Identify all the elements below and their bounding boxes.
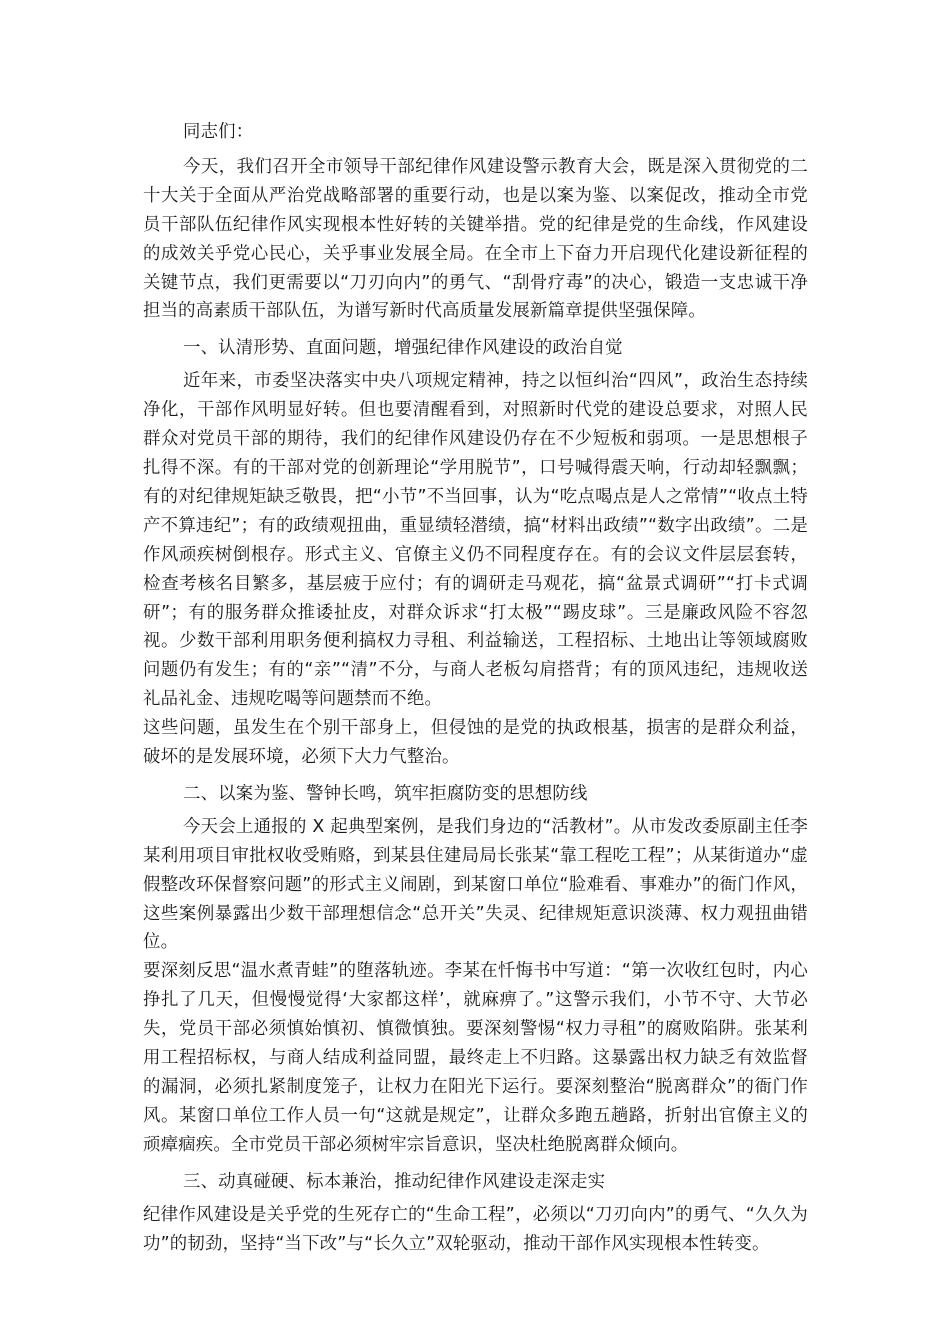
section-1-heading: 一、认清形势、直面问题，增强纪律作风建设的政治自觉 bbox=[183, 338, 623, 359]
section-2-heading: 二、以案为鉴、警钟长鸣，筑牢拒腐防变的思想防线 bbox=[183, 783, 588, 804]
document-page bbox=[143, 118, 808, 1258]
section-1-paragraph-1: 近年来，市委坚决落实中央八项规定精神，持之以恒纠治“四风”，政治生态持续净化，干部作风明显好转。但也要清醒看到，对照新时代党的建设总要求，对照人民群众对党员干部的期待，我们的纪律作风建设仍存在不少短板和弱项。一是思想根子扎得不深。有的干部对党的创新理论“学用脱节”，口号喊得震天响，行动却轻飘飘；有的对纪律规矩缺乏敬畏，把“小节”不当回事，认为“吃点喝点是人之常情”“收点土特产不算违纪”；有的政绩观扭曲，重显绩轻潜绩，搞“材料出政绩”“数字出政绩”。二是作风顽疾树倒根存。形式主义、官僚主义仍不同程度存在。有的会议文件层层套转，检查考核名目繁多，基层疲于应付；有的调研走马观花，搞“盆景式调研”“打卡式调研”；有的服务群众推诿扯皮，对群众诉求“打太极”“踢皮球”。三是廉政风险不容忽视。少数干部利用职务便利搞权力寻租、利益输送，工程招标、土地出让等领域腐败问题仍有发生；有的“亲”“清”不分，与商人老板勾肩搭背；有的顶风违纪，违规收送礼品礼金、违规吃喝等问题禁而不绝。 bbox=[143, 371, 808, 710]
intro-paragraph: 今天，我们召开全市领导干部纪律作风建设警示教育大会，既是深入贯彻党的二十大关于全面从严治党战略部署的重要行动，也是以案为鉴、以案促改，推动全市党员干部队伍纪律作风实现根本性好转的关键举措。党的纪律是党的生命线，作风建设的成效关乎党心民心，关乎事业发展全局。在全市上下奋力开启现代化建设新征程的关键节点，我们更需要以“刀刃向内”的勇气、“刮骨疗毒”的决心，锻造一支忠诚干净担当的高素质干部队伍，为谱写新时代高质量发展新篇章提供坚强保障。 bbox=[143, 156, 808, 322]
section-1-paragraph-2: 这些问题，虽发生在个别干部身上，但侵蚀的是党的执政根基，损害的是群众利益，破坏的是发展环境，必须下大力气整治。 bbox=[143, 718, 808, 768]
salutation: 同志们： bbox=[183, 122, 254, 142]
section-2-paragraph-1: 今天会上通报的 X 起典型案例，是我们身边的“活教材”。从市发改委原副主任李某利用项目审批权收受贿赂，到某县住建局局长张某“靠工程吃工程”；从某街道办“虚假整改环保督察问题”的形式主义闹剧，到某窗口单位“脸难看、事难办”的衙门作风，这些案例暴露出少数干部理想信念“总开关”失灵、纪律规矩意识淡薄、权力观扭曲错位。 bbox=[143, 816, 808, 953]
section-3-paragraph-1: 纪律作风建设是关乎党的生死存亡的“生命工程”，必须以“刀刃向内”的勇气、“久久为功”的韧劲，坚持“当下改”与“长久立”双轮驱动，推动干部作风实现根本性转变。 bbox=[143, 1204, 808, 1254]
section-2-paragraph-2: 要深刻反思“温水煮青蛙”的堕落轨迹。李某在忏悔书中写道：“第一次收红包时，内心挣扎了几天，但慢慢觉得‘大家都这样’，就麻痹了。”这警示我们，小节不守、大节必失，党员干部必须慎始慎初、慎微慎独。要深刻警惕“权力寻租”的腐败陷阱。张某利用工程招标权，与商人结成利益同盟，最终走上不归路。这暴露出权力缺乏有效监督的漏洞，必须扎紧制度笼子，让权力在阳光下运行。要深刻整治“脱离群众”的衙门作风。某窗口单位工作人员一句“这就是规定”，让群众多跑五趟路，折射出官僚主义的顽瘴痼疾。全市党员干部必须树牢宗旨意识，坚决杜绝脱离群众倾向。 bbox=[143, 961, 808, 1155]
section-3-heading: 三、动真碰硬、标本兼治，推动纪律作风建设走深走实 bbox=[183, 1171, 606, 1192]
